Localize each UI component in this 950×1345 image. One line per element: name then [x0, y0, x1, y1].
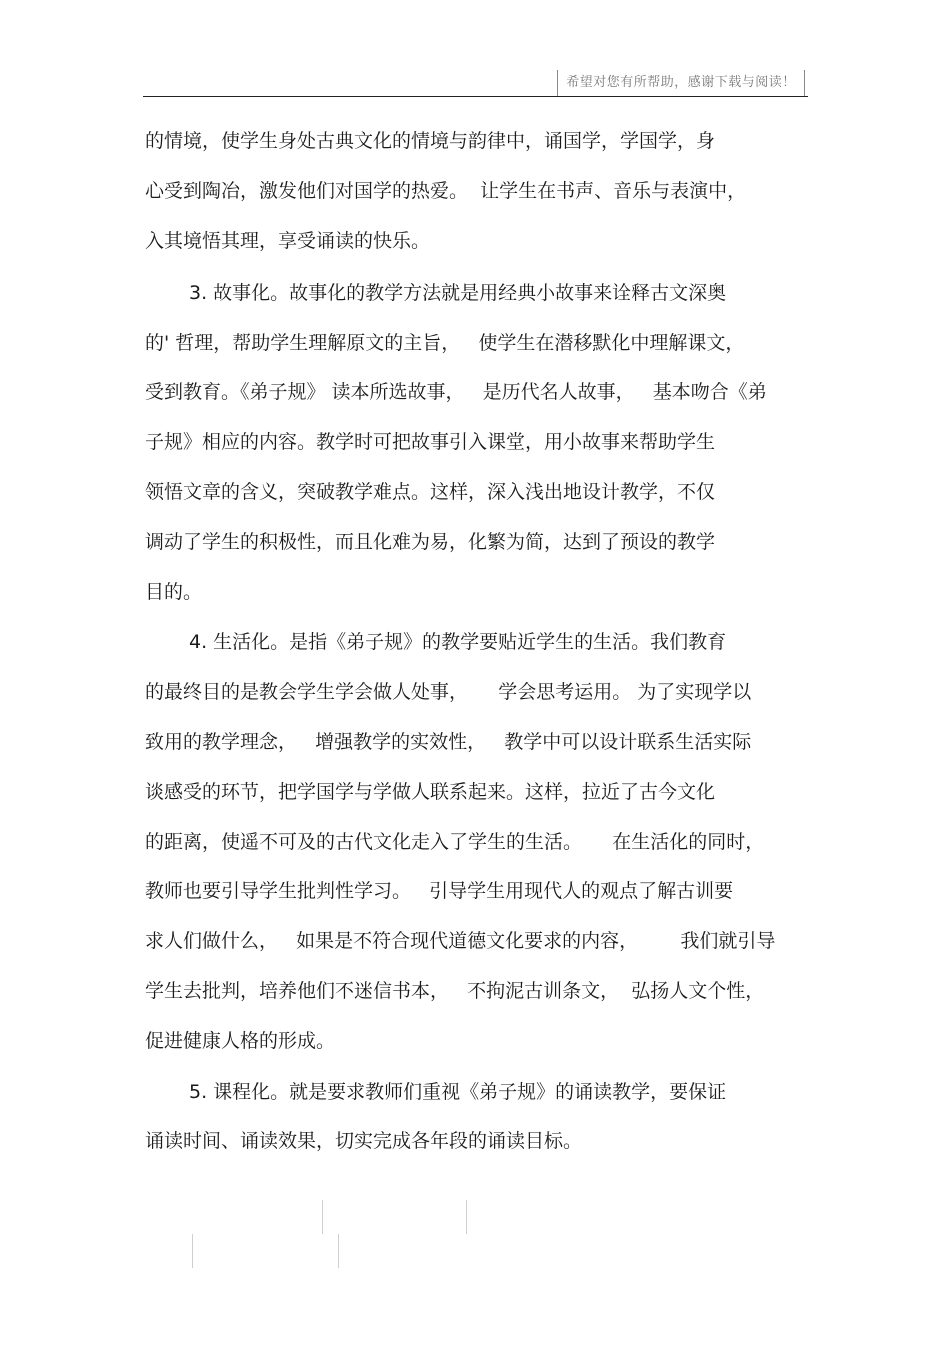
body-line: 子规》相应的内容。教学时可把故事引入课堂，用小故事来帮助学生 — [145, 431, 716, 453]
body-line: 的距离，使遥不可及的古代文化走入了学生的生活。 在生活化的同时， — [145, 831, 765, 853]
body-line: 促进健康人格的形成。 — [145, 1030, 336, 1052]
body-line: 领悟文章的含义，突破教学难点。这样，深入浅出地设计教学，不仅 — [145, 481, 716, 503]
body-line: 受到教育。《弟子规》 读本所选故事， 是历代名人故事， 基本吻合《弟 — [145, 381, 767, 403]
header-tagline: 希望对您有所帮助，感谢下载与阅读！ — [557, 70, 805, 96]
header-rule — [143, 96, 808, 97]
decorative-divider — [322, 1200, 323, 1234]
body-line: 调动了学生的积极性，而且化难为易，化繁为简，达到了预设的教学 — [145, 531, 716, 553]
decorative-divider — [338, 1234, 339, 1268]
body-line: 学生去批判，培养他们不迷信书本， 不拘泥古训条文， 弘扬人文个性， — [145, 980, 765, 1002]
body-line: 的最终目的是教会学生学会做人处事， 学会思考运用。 为了实现学以 — [145, 681, 752, 703]
body-line: 教师也要引导学生批判性学习。 引导学生用现代人的观点了解古训要 — [145, 880, 734, 902]
body-line: 目的。 — [145, 581, 203, 603]
body-line: 谈感受的环节，把学国学与学做人联系起来。这样，拉近了古今文化 — [145, 781, 716, 803]
decorative-divider — [192, 1234, 193, 1268]
body-line: 诵读时间、诵读效果，切实完成各年段的诵读目标。 — [145, 1130, 583, 1152]
body-line: 的情境，使学生身处古典文化的情境与韵律中，诵国学，学国学，身 — [145, 130, 716, 152]
paragraph-heading-line: 5. 课程化。就是要求教师们重视《弟子规》的诵读教学，要保证 — [189, 1081, 727, 1103]
paragraph-heading-line: 4. 生活化。是指《弟子规》的教学要贴近学生的生活。我们教育 — [189, 631, 727, 653]
body-line: 求人们做什么， 如果是不符合现代道德文化要求的内容， 我们就引导 — [145, 930, 776, 952]
body-line: 入其境悟其理，享受诵读的快乐。 — [145, 230, 431, 252]
body-line: 致用的教学理念， 增强教学的实效性， 教学中可以设计联系生活实际 — [145, 731, 752, 753]
paragraph-heading-line: 3. 故事化。故事化的教学方法就是用经典小故事来诠释古文深奥 — [189, 282, 727, 304]
body-line: 心受到陶冶，激发他们对国学的热爱。 让学生在书声、音乐与表演中， — [145, 180, 747, 202]
body-line: 的' 哲理，帮助学生理解原文的主旨， 使学生在潜移默化中理解课文， — [145, 332, 745, 354]
decorative-divider — [466, 1200, 467, 1234]
